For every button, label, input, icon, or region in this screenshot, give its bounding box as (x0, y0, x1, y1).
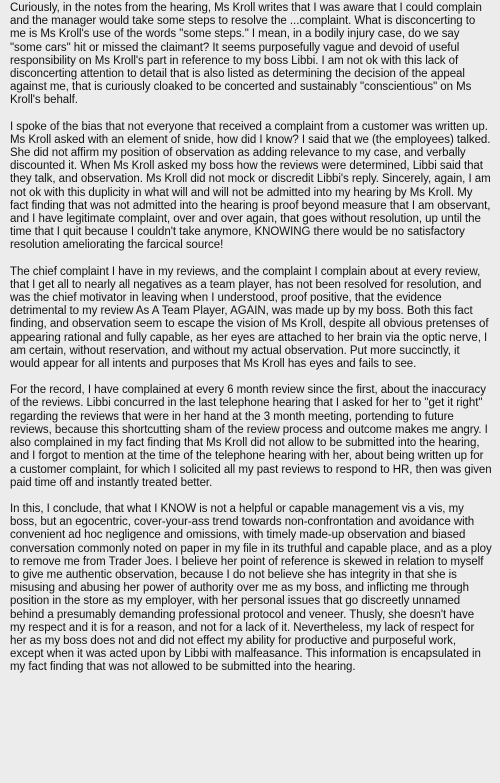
paragraph-2: I spoke of the bias that not everyone that received a complaint from a customer was written up. Ms Kroll asked with an element of snide, how did I know? I said that we (the employees) talked. She did not affirm my position of observation as adding relevance to my case, and verbally discounted it. When Ms Kroll asked my boss how the reviews were determined, Libbi said that they talk, and observation. Ms Kroll did not mock or discredit Libbi's reply. Sincerely, again, I am not ok with this duplicity in what will and will not be admitted into my hearing by Ms Kroll. My fact finding that was not admitted into the hearing is proof beyond measure that I am observant, and I have legitimate complaint, over and over again, that goes without resolution, up until the time that I quit because I couldn't take anymore, KNOWING there would be no satisfactory resolution ameliorating the farcical source! (10, 120, 491, 252)
paragraph-3: The chief complaint I have in my reviews, and the complaint I complain about at every review, that I get all to nearly all negatives as a team player, has not been resolved for resolution, and was the chief motivator in leaving when I understood, proof positive, that the evidence detrimental to my review As A Team Player, AGAIN, was made up by my boss. Both this fact finding, and observation seem to escape the vision of Ms Kroll, despite all obvious pretenses of appearing rational and fully capable, as her eyes are attached to her brain via the optic nerve, I am certain, without reservation, and without my actual observation. Put more succinctly, it would appear for all intents and purposes that Ms Kroll has eyes and fails to see. (10, 265, 489, 371)
paragraph-4: For the record, I have complained at every 6 month review since the first, about the inaccuracy of the reviews. Libbi concurred in the last telephone hearing that I asked for her to "get it right" regarding the reviews that were in her hand at the 3 month meeting, portending to future reviews, because this shortcutting sham of the review process and outcome makes me angry. I also complained in my fact finding that Ms Kroll did not allow to be submitted into the hearing, and I forgot to mention at the time of the telephone hearing with her, about being written up for a customer complaint, for which I solicited all my past reviews to respond to HR, then was given paid time off and instantly treated better. (10, 384, 492, 489)
paragraph-5: In this, I conclude, that what I KNOW is not a helpful or capable management vis a vis, my boss, but an egocentric, cover-your-ass trend towards non-confrontation and avoidance with convenient ad hoc negligence and omissions, with timely made-up observation and biased conversation commonly noted on paper in my file in its truthful and capable place, and as a ploy to remove me from Trader Joes. I believe her point of reference is skewed in relation to myself to give me authentic observation, because I do not believe she has integrity in that she is misusing and abusing her power of authority over me as my boss, and inflicting me through position in the store as my employer, with her personal issues that go discreetly unnamed behind a presumably demanding professional protocol and veneer. Thusly, she doesn't have my respect and it is for a reason, and not for a lack of it. Nevertheless, my lack of respect for her as my boss does not and did not effect my ability for productive and purposeful work, except when it was acted upon by Libbi with malfeasance. This information is encapsulated in my fact finding that was not allowed to be submitted into the hearing. (10, 502, 492, 674)
paragraph-1: Curiously, in the notes from the hearing, Ms Kroll writes that I was aware that I could complain and the manager would take some steps to resolve the ...complaint. What is disconcerting to me is Ms Kroll's use of the words "some steps." I mean, in a bodily injury case, do we say "some cars" hit or missed the claimant? It seems purposefully vague and devoid of useful responsibility on Ms Kroll's part in reference to my boss Libbi. I am not ok with this lack of disconcerting attention to detail that is also listed as determining the decision of the appeal against me, that is curiously cloaked to be concerted and sustainably "conscientious" on Ms Kroll's behalf. (10, 2, 482, 107)
